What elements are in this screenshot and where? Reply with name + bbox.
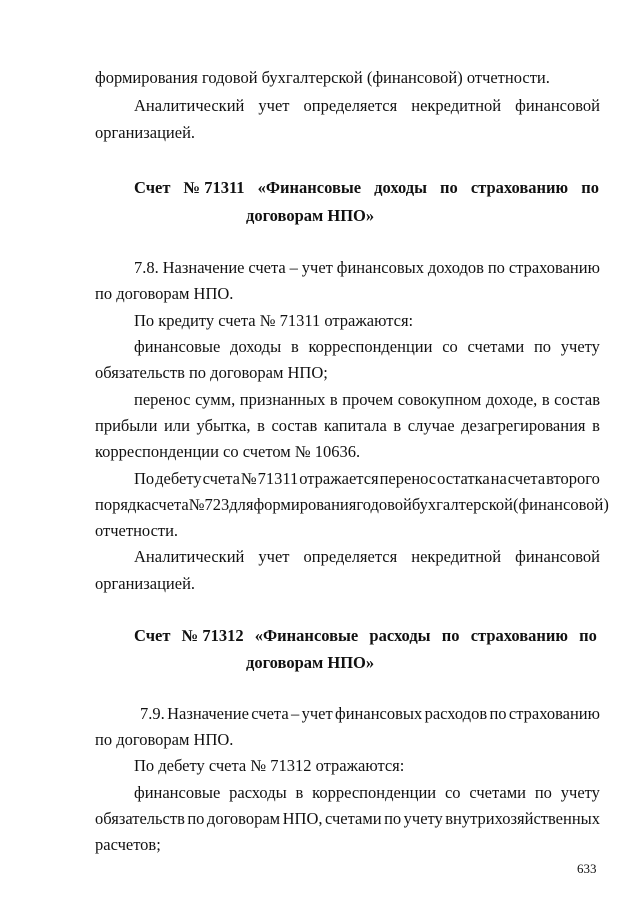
word: финансовых: [336, 258, 424, 277]
heading-word: по: [441, 626, 460, 645]
word: корреспонденции: [308, 337, 433, 356]
word: учет: [258, 547, 290, 566]
word: в: [295, 783, 304, 802]
word: страхованию: [508, 704, 600, 723]
word: годовой: [356, 495, 412, 514]
heading-word: расходы: [369, 626, 431, 645]
heading-word: «Финансовые: [257, 178, 362, 197]
word: НПО,: [282, 809, 323, 828]
word: по: [187, 809, 205, 828]
section-heading-line2: договорам НПО»: [246, 653, 375, 672]
text-line: по договорам НПО.: [95, 730, 234, 749]
word: состав: [554, 390, 600, 409]
word: –: [291, 704, 300, 723]
word: второго: [546, 469, 600, 488]
word: страхованию: [508, 258, 600, 277]
word: обязательств: [95, 809, 185, 828]
text-line: [134, 390, 600, 410]
word: со: [444, 783, 461, 802]
word: счетами: [324, 809, 382, 828]
word: прибыли: [95, 416, 158, 435]
word: капитала: [323, 416, 387, 435]
word: для: [229, 495, 254, 514]
text-line: [95, 495, 609, 515]
word: №: [188, 495, 205, 514]
word: перенос: [134, 390, 191, 409]
word: финансовых: [335, 704, 423, 723]
word: остатка: [437, 469, 490, 488]
word: определяется: [303, 96, 398, 115]
heading-word: страхованию: [470, 626, 568, 645]
word: доходе,: [485, 390, 538, 409]
word: учету: [560, 337, 600, 356]
word: Аналитический: [134, 547, 245, 566]
word: учету: [560, 783, 600, 802]
word: по: [534, 783, 552, 802]
text-line: По кредиту счета № 71311 отражаются:: [134, 311, 414, 330]
word: бухгалтерской: [411, 495, 513, 514]
text-line: [134, 96, 600, 116]
word: учет: [258, 96, 290, 115]
word: учет: [301, 258, 333, 277]
word: –: [289, 258, 298, 277]
word: на: [490, 469, 507, 488]
word: №: [240, 469, 257, 488]
word: договорам: [206, 809, 281, 828]
text-line: организацией.: [95, 123, 196, 142]
word: учет: [301, 704, 333, 723]
word: прочем: [342, 390, 394, 409]
heading-word: страхованию: [470, 178, 569, 197]
heading-word: «Финансовые: [254, 626, 359, 645]
word: 723: [204, 495, 230, 514]
word: доходы: [230, 337, 282, 356]
word: сумм,: [195, 390, 236, 409]
word: расходы: [229, 783, 287, 802]
word: Аналитический: [134, 96, 245, 115]
word: 7.8.: [134, 258, 159, 277]
word: счетами: [467, 337, 525, 356]
text-line: по договорам НПО.: [95, 284, 234, 303]
word: признанных: [239, 390, 326, 409]
word: в: [393, 416, 402, 435]
word: счета: [507, 469, 546, 488]
word: Назначение: [162, 258, 245, 277]
word: в: [541, 390, 550, 409]
word: со: [442, 337, 458, 356]
word: случае: [407, 416, 455, 435]
word: порядка: [95, 495, 152, 514]
heading-word: Счет: [134, 178, 171, 197]
word: Назначение: [167, 704, 249, 723]
word: счета: [202, 469, 240, 488]
word: финансовые: [134, 783, 221, 802]
word: 71311: [257, 469, 299, 488]
heading-word: по: [440, 178, 458, 197]
word: корреспонденции: [312, 783, 437, 802]
heading-word: Счет: [134, 626, 171, 645]
word: финансовой: [515, 547, 600, 566]
text-line: корреспонденции со счетом № 10636.: [95, 442, 361, 461]
heading-word: № 71311: [183, 178, 245, 197]
text-line: [134, 469, 600, 489]
section-heading-line2: договорам НПО»: [246, 206, 375, 225]
text-line: [134, 258, 600, 278]
text-line: [134, 337, 600, 357]
word: финансовые: [134, 337, 221, 356]
word: по: [487, 258, 505, 277]
word: счета: [151, 495, 189, 514]
heading-word: доходы: [374, 178, 427, 197]
word: учету: [403, 809, 443, 828]
heading-word: № 71312: [181, 626, 244, 645]
word: формирования: [253, 495, 357, 514]
heading-word: по: [581, 178, 599, 197]
word: совокупном: [397, 390, 482, 409]
section-heading: [134, 178, 599, 198]
word: дебету: [155, 469, 202, 488]
text-line: обязательств по договорам НПО;: [95, 363, 328, 382]
word: определяется: [303, 547, 398, 566]
page-number: 633: [577, 861, 597, 876]
word: доходов: [427, 258, 484, 277]
text-line: расчетов;: [95, 835, 161, 854]
text-line: [134, 547, 600, 567]
word: счета: [251, 704, 289, 723]
word: по: [533, 337, 552, 356]
word: перенос: [379, 469, 437, 488]
word: расходов: [424, 704, 488, 723]
word: в: [329, 390, 338, 409]
word: состав: [271, 416, 318, 435]
word: в: [257, 416, 265, 435]
word: счета: [248, 258, 286, 277]
word: некредитной: [411, 96, 502, 115]
word: в: [592, 416, 600, 435]
text-line: организацией.: [95, 574, 196, 593]
text-line: По дебету счета № 71312 отражаются:: [134, 756, 405, 775]
word: счетами: [469, 783, 526, 802]
word: внутрихозяйственных: [445, 809, 600, 828]
heading-word: по: [579, 626, 597, 645]
text-line: отчетности.: [95, 521, 179, 540]
word: или: [164, 416, 190, 435]
word: убытка,: [196, 416, 251, 435]
word: по: [489, 704, 507, 723]
text-line: [95, 809, 600, 829]
word: некредитной: [411, 547, 502, 566]
text-line: [140, 704, 600, 724]
text-line: [134, 783, 600, 803]
word: финансовой: [515, 96, 600, 115]
word: По: [134, 469, 155, 488]
text-line: [95, 416, 600, 436]
word: (финансовой): [513, 495, 609, 514]
word: отражается: [299, 469, 379, 488]
word: дезагрегирования: [461, 416, 586, 435]
word: по: [384, 809, 402, 828]
word: 7.9.: [140, 704, 165, 723]
text-line: формирования годовой бухгалтерской (финансовой) отчетности.: [95, 68, 550, 87]
word: в: [290, 337, 299, 356]
section-heading: [134, 626, 597, 646]
